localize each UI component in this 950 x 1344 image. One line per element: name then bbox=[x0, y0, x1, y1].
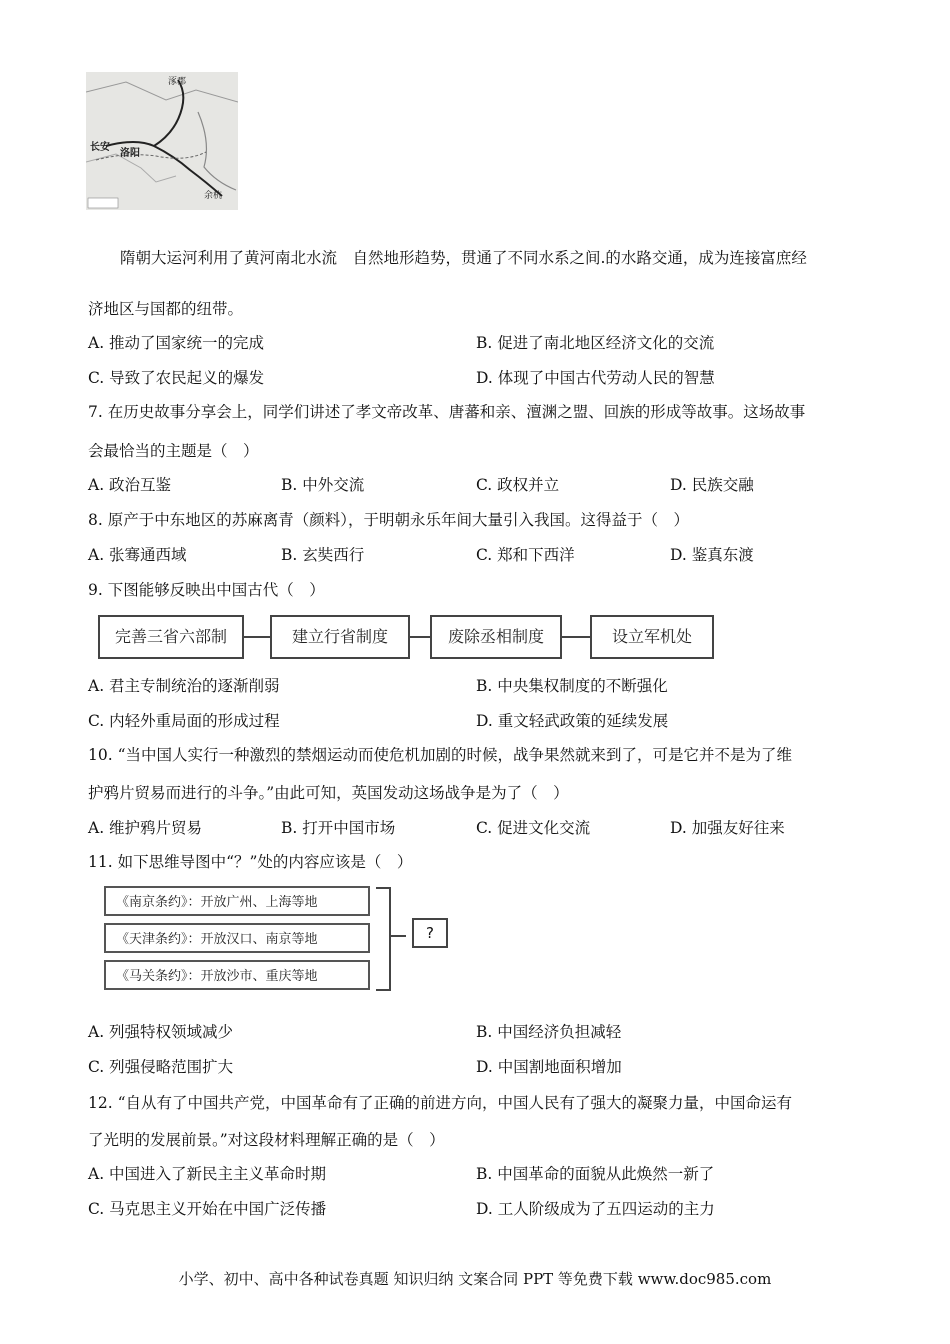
q6-stem-line2: 济地区与国都的纽带。 bbox=[88, 300, 244, 318]
q7-option-b: B. 中外交流 bbox=[281, 476, 365, 494]
q11-option-a: A. 列强特权领域减少 bbox=[88, 1023, 234, 1041]
mindmap-item-nanjing: 《南京条约》：开放广州、上海等地 bbox=[104, 886, 370, 916]
q6-option-b: B. 促进了南北地区经济文化的交流 bbox=[476, 334, 715, 352]
map-label-zhuojun: 涿郡 bbox=[168, 77, 187, 87]
q12-option-d: D. 工人阶级成为了五四运动的主力 bbox=[476, 1200, 715, 1218]
mindmap-question-box: ? bbox=[412, 918, 448, 948]
map-label-luoyang: 洛阳 bbox=[120, 148, 140, 159]
q12-option-b: B. 中国革命的面貌从此焕然一新了 bbox=[476, 1165, 715, 1183]
q9-option-b: B. 中央集权制度的不断强化 bbox=[476, 677, 668, 695]
q9-option-c: C. 内轻外重局面的形成过程 bbox=[88, 712, 280, 730]
q10-option-a: A. 维护鸦片贸易 bbox=[88, 819, 203, 837]
q12-stem-line2: 了光明的发展前景。”对这段材料理解正确的是（ ） bbox=[88, 1131, 445, 1149]
q8-stem: 8. 原产于中东地区的苏麻离青（颜料），于明朝永乐年间大量引入我国。这得益于（ ） bbox=[88, 511, 689, 529]
map-label-changan: 长安 bbox=[90, 142, 110, 153]
q10-stem-line1: 10. “当中国人实行一种激烈的禁烟运动而使危机加剧的时候，战争果然就来到了，可是它并不是为了维 bbox=[88, 746, 793, 764]
flow-step-4: 设立军机处 bbox=[590, 615, 714, 659]
flow-step-2: 建立行省制度 bbox=[270, 615, 410, 659]
q8-option-b: B. 玄奘西行 bbox=[281, 546, 365, 564]
q7-stem-line1: 7. 在历史故事分享会上，同学们讲述了孝文帝改革、唐蕃和亲、澶渊之盟、回族的形成等故事。这场故事 bbox=[88, 403, 806, 421]
q6-option-a: A. 推动了国家统一的完成 bbox=[88, 334, 265, 352]
map-label-yuhang: 余杭 bbox=[204, 191, 223, 201]
q12-option-c: C. 马克思主义开始在中国广泛传播 bbox=[88, 1200, 327, 1218]
q6-option-d: D. 体现了中国古代劳动人民的智慧 bbox=[476, 369, 715, 387]
q10-option-b: B. 打开中国市场 bbox=[281, 819, 396, 837]
mindmap-item-tianjin: 《天津条约》：开放汉口、南京等地 bbox=[104, 923, 370, 953]
q11-option-d: D. 中国割地面积增加 bbox=[476, 1058, 622, 1076]
q8-option-d: D. 鉴真东渡 bbox=[670, 546, 754, 564]
q8-option-a: A. 张骞通西域 bbox=[88, 546, 187, 564]
q7-option-d: D. 民族交融 bbox=[670, 476, 754, 494]
q7-option-a: A. 政治互鉴 bbox=[88, 476, 172, 494]
flow-step-1: 完善三省六部制 bbox=[98, 615, 244, 659]
flow-connector-2 bbox=[410, 636, 430, 638]
q10-option-d: D. 加强友好往来 bbox=[670, 819, 785, 837]
grand-canal-map bbox=[86, 72, 238, 210]
q11-option-b: B. 中国经济负担减轻 bbox=[476, 1023, 622, 1041]
flow-connector-3 bbox=[562, 636, 590, 638]
q7-stem-line2: 会最恰当的主题是（ ） bbox=[88, 442, 259, 460]
q7-option-c: C. 政权并立 bbox=[476, 476, 560, 494]
q10-stem-line2: 护鸦片贸易而进行的斗争。”由此可知，英国发动这场战争是为了（ ） bbox=[88, 784, 569, 802]
q11-option-c: C. 列强侵略范围扩大 bbox=[88, 1058, 234, 1076]
q6-option-c: C. 导致了农民起义的爆发 bbox=[88, 369, 265, 387]
flow-step-3: 废除丞相制度 bbox=[430, 615, 562, 659]
page-footer: 小学、初中、高中各种试卷真题 知识归纳 文案合同 PPT 等免费下载 www.doc985.com bbox=[178, 1270, 772, 1288]
mindmap-brace bbox=[372, 884, 412, 994]
mindmap-item-maguan: 《马关条约》：开放沙市、重庆等地 bbox=[104, 960, 370, 990]
q6-stem-line1: 隋朝大运河利用了黄河南北水流 自然地形趋势，贯通了不同水系之间.的水路交通，成为连接富庶经 bbox=[120, 249, 807, 267]
flow-connector-1 bbox=[244, 636, 270, 638]
q11-stem: 11. 如下思维导图中“？”处的内容应该是（ ） bbox=[88, 853, 413, 871]
q9-option-a: A. 君主专制统治的逐渐削弱 bbox=[88, 677, 280, 695]
q12-option-a: A. 中国进入了新民主主义革命时期 bbox=[88, 1165, 327, 1183]
q9-stem: 9. 下图能够反映出中国古代（ ） bbox=[88, 581, 325, 599]
q9-option-d: D. 重文轻武政策的延续发展 bbox=[476, 712, 669, 730]
q8-option-c: C. 郑和下西洋 bbox=[476, 546, 575, 564]
q12-stem-line1: 12. “自从有了中国共产党，中国革命有了正确的前进方向，中国人民有了强大的凝聚力量，中国命运有 bbox=[88, 1094, 793, 1112]
q10-option-c: C. 促进文化交流 bbox=[476, 819, 591, 837]
